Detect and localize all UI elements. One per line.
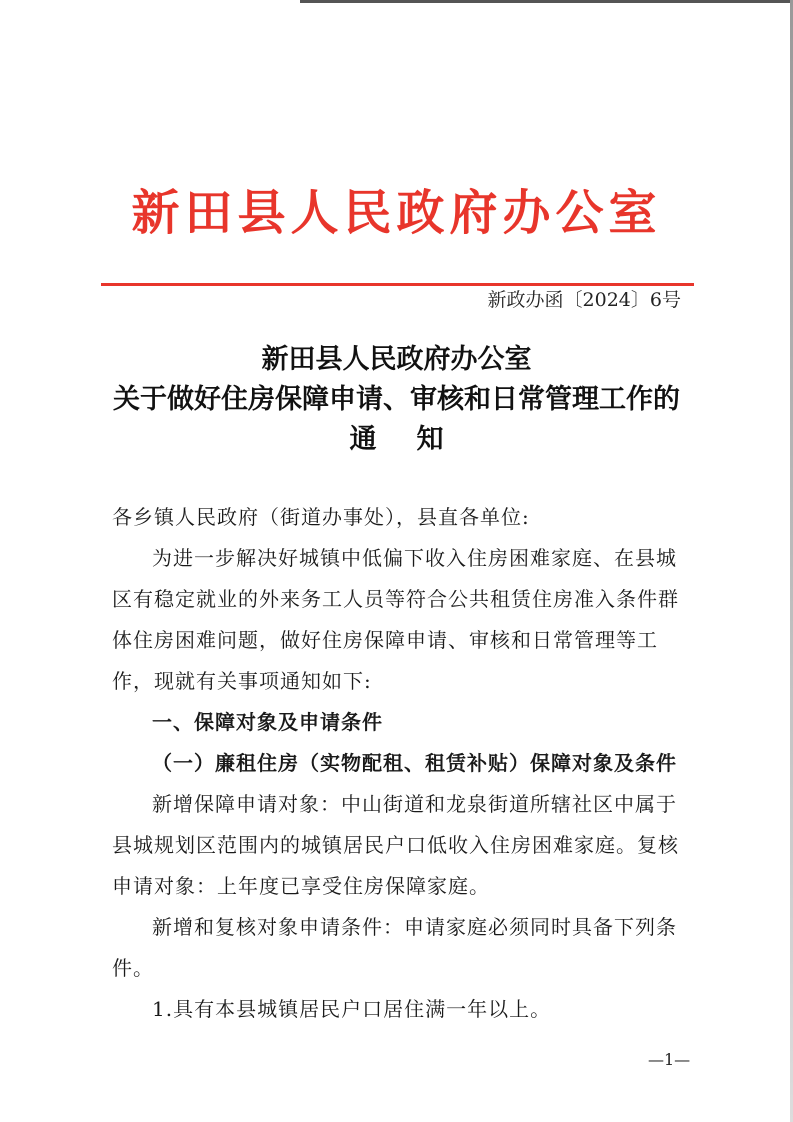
document-body: [112, 497, 692, 1030]
title-line-1: 新田县人民政府办公室: [261, 344, 532, 375]
document-title: [0, 340, 793, 460]
new-applicants-paragraph: 新增保障申请对象：中山街道和龙泉街道所辖社区中属于县城规划区范围内的城镇居民户口低收入住房困难家庭。复核申请对象：上年度已享受住房保障家庭。: [112, 792, 679, 898]
document-number: 新政办函〔2024〕6号: [487, 289, 681, 311]
page-number: —1—: [648, 1050, 691, 1069]
red-separator-line: [101, 283, 694, 286]
intro-paragraph: 为进一步解决好城镇中低偏下收入住房困难家庭、在县城区有稳定就业的外来务工人员等符合公共租赁住房准入条件群体住房困难问题，做好住房保障申请、审核和日常管理等工作，现就有关事项通知如下:: [112, 546, 679, 693]
title-line-3: 通知: [349, 424, 484, 455]
conditions-paragraph: 新增和复核对象申请条件：申请家庭必须同时具备下列条件。: [112, 915, 677, 980]
title-line-2: 关于做好住房保障申请、审核和日常管理工作的: [113, 384, 680, 415]
condition-item-1: 1.具有本县城镇居民户口居住满一年以上。: [152, 997, 552, 1021]
salutation: 各乡镇人民政府（街道办事处），县直各单位:: [112, 505, 530, 529]
subsection-heading: （一）廉租住房（实物配租、租赁补贴）保障对象及条件: [152, 751, 677, 775]
scan-top-edge: [300, 0, 793, 3]
section-heading: 一、保障对象及申请条件: [152, 710, 383, 734]
issuing-authority-header: 新田县人民政府办公室: [131, 185, 662, 241]
